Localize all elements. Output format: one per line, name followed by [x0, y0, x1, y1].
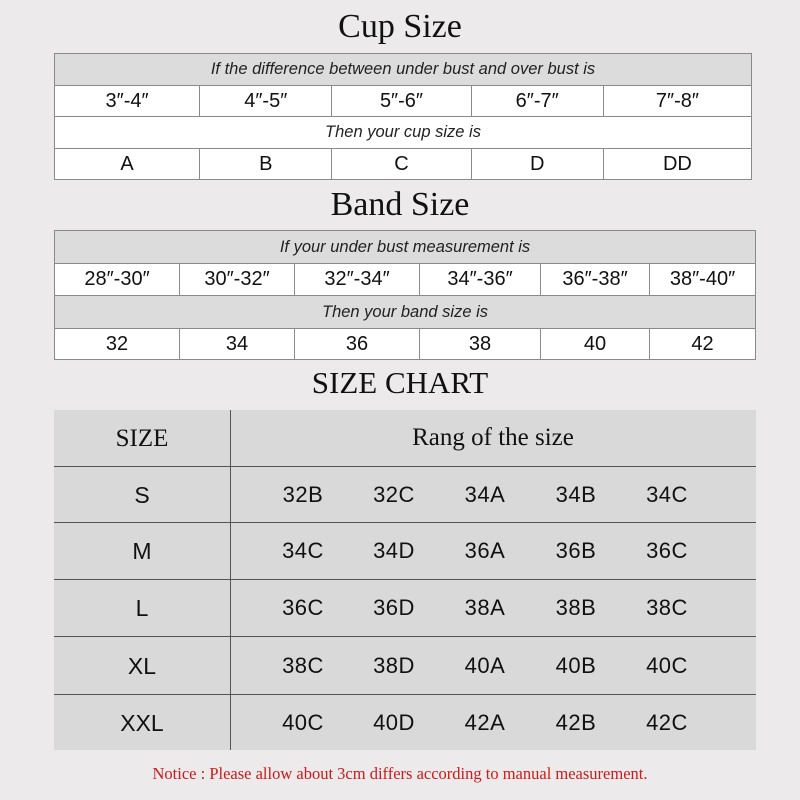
- size-chart-table: [54, 410, 756, 750]
- size-label: M: [132, 538, 152, 564]
- range-value: 40D: [373, 710, 415, 735]
- band-size-table: [54, 230, 756, 360]
- cup-condition-label: If the difference between under bust and over bust is: [55, 54, 752, 86]
- cup-range-cell: 7″-8″: [603, 86, 751, 117]
- cup-size-cell: B: [200, 149, 332, 180]
- band-size-title: Band Size: [330, 186, 470, 223]
- cup-range-cell: 4″-5″: [200, 86, 332, 117]
- range-value: 42C: [646, 710, 688, 735]
- size-chart-row: [54, 637, 756, 695]
- size-chart-row: [54, 580, 756, 637]
- band-condition-label: If your under bust measurement is: [55, 231, 756, 264]
- band-range-cell: 38″-40″: [650, 264, 756, 296]
- range-value: 38A: [464, 595, 506, 620]
- size-label: L: [135, 595, 149, 621]
- cup-range-cell: 5″-6″: [332, 86, 471, 117]
- size-chart-title: SIZE CHART: [311, 365, 489, 400]
- cup-size-cell: A: [55, 149, 200, 180]
- band-size-cell: 40: [541, 329, 650, 360]
- range-value: 34C: [282, 538, 324, 563]
- size-chart-row: [54, 523, 756, 580]
- range-value: 42A: [464, 710, 506, 735]
- range-value: 38C: [646, 595, 688, 620]
- cup-size-title: Cup Size: [338, 8, 462, 45]
- range-value: 34A: [464, 482, 506, 507]
- range-value: 40C: [282, 710, 324, 735]
- range-value: 38D: [373, 653, 415, 678]
- band-size-cell: 42: [650, 329, 756, 360]
- range-value: 40A: [464, 653, 506, 678]
- range-value: 32B: [282, 482, 324, 507]
- range-value: 36A: [464, 538, 506, 563]
- size-label: XL: [127, 653, 157, 679]
- band-range-cell: 30″-32″: [180, 264, 295, 296]
- range-value: 34C: [646, 482, 688, 507]
- range-value: 40B: [555, 653, 597, 678]
- cup-size-cell: DD: [603, 149, 751, 180]
- range-value: 34B: [555, 482, 597, 507]
- size-chart-row: [54, 466, 756, 523]
- band-size-cell: 38: [420, 329, 541, 360]
- range-value: 32C: [373, 482, 415, 507]
- cup-size-table: [54, 53, 752, 180]
- cup-size-cell: D: [471, 149, 603, 180]
- measurement-notice: Notice : Please allow about 3cm differs according to manual measurement.: [152, 764, 648, 783]
- range-value: 36C: [282, 595, 324, 620]
- size-label: XXL: [120, 710, 164, 736]
- range-value: 36C: [646, 538, 688, 563]
- band-size-cell: 34: [180, 329, 295, 360]
- size-label: S: [134, 482, 150, 508]
- band-range-cell: 36″-38″: [541, 264, 650, 296]
- range-value: 36B: [555, 538, 597, 563]
- range-value: 34D: [373, 538, 415, 563]
- band-range-cell: 34″-36″: [420, 264, 541, 296]
- band-range-cell: 32″-34″: [295, 264, 420, 296]
- size-chart-row: [54, 695, 756, 750]
- cup-range-cell: 6″-7″: [471, 86, 603, 117]
- cup-result-label: Then your cup size is: [55, 117, 752, 149]
- cup-size-cell: C: [332, 149, 471, 180]
- range-value: 38B: [555, 595, 597, 620]
- size-chart-header-row: [54, 410, 756, 467]
- band-result-label: Then your band size is: [55, 296, 756, 329]
- range-value: 36D: [373, 595, 415, 620]
- range-value: 42B: [555, 710, 597, 735]
- band-size-cell: 32: [55, 329, 180, 360]
- range-value: 40C: [646, 653, 688, 678]
- range-column-header: Rang of the size: [412, 424, 574, 451]
- band-size-cell: 36: [295, 329, 420, 360]
- range-value: 38C: [282, 653, 324, 678]
- cup-range-cell: 3″-4″: [55, 86, 200, 117]
- size-column-header: SIZE: [115, 425, 169, 452]
- band-range-cell: 28″-30″: [55, 264, 180, 296]
